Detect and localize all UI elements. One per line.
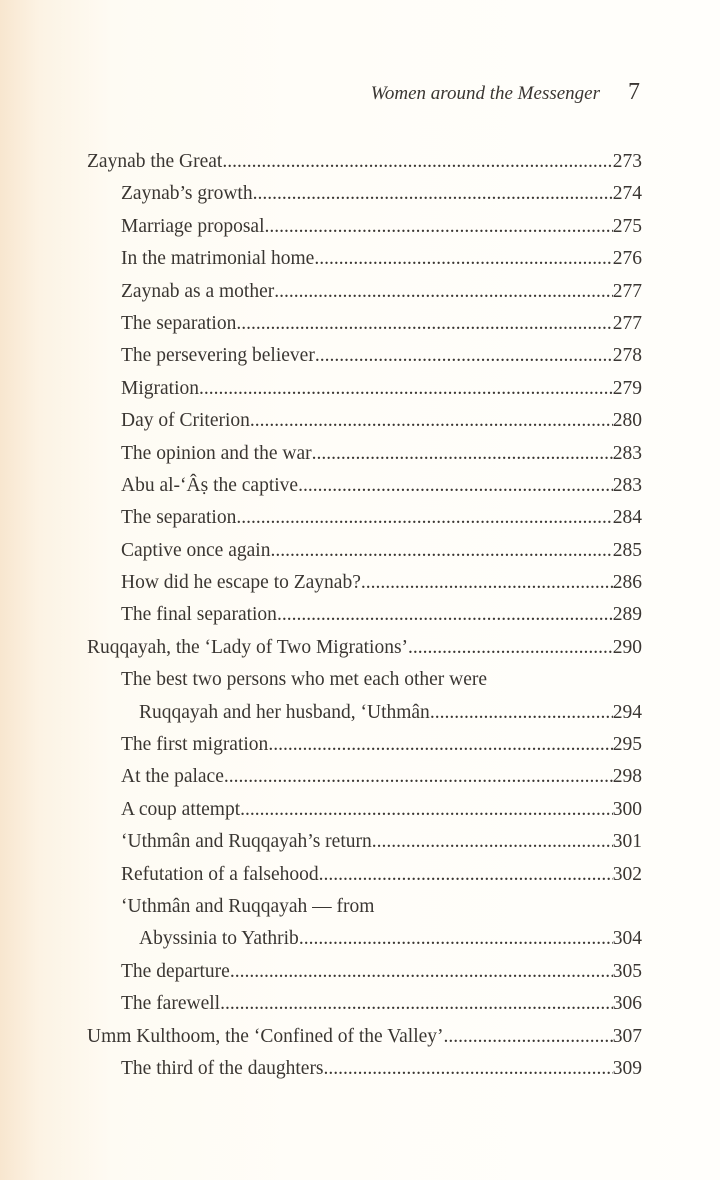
dot-leader <box>224 761 613 793</box>
running-header-title: Women around the Messenger <box>370 83 600 104</box>
toc-section-entry <box>87 891 642 923</box>
running-header <box>0 80 640 106</box>
toc-section-entry <box>87 276 642 308</box>
toc-page-number: 301 <box>612 831 642 853</box>
toc-page-number: 283 <box>612 442 642 464</box>
toc-page-number: 294 <box>612 701 642 723</box>
toc-entry-title: The first migration <box>121 734 269 756</box>
dot-leader <box>236 502 612 534</box>
toc-page-number: 304 <box>612 928 642 950</box>
toc-entry-title: The best two persons who met each other were <box>121 669 488 691</box>
toc-entry-title: Day of Criterion <box>121 410 250 432</box>
toc-section-entry <box>87 599 642 631</box>
dot-leader <box>314 243 612 275</box>
toc-section-entry <box>87 308 642 340</box>
toc-section-entry <box>87 956 642 988</box>
toc-page-number: 300 <box>612 798 642 820</box>
dot-leader <box>268 729 612 761</box>
toc-section-entry <box>87 923 642 955</box>
dot-leader <box>324 1053 613 1085</box>
toc-page-number: 283 <box>612 474 642 496</box>
toc-page-number: 278 <box>612 345 642 367</box>
toc-entry-title: The opinion and the war <box>121 442 312 464</box>
dot-leader <box>222 146 612 178</box>
toc-page-number: 290 <box>612 636 642 658</box>
toc-entry-title: Marriage proposal <box>121 215 265 237</box>
toc-entry-title: At the palace <box>121 766 224 788</box>
dot-leader <box>372 826 613 858</box>
toc-section-entry <box>87 729 642 761</box>
dot-leader <box>361 567 613 599</box>
dot-leader <box>199 373 613 405</box>
toc-entry-title: Ruqqayah, the ‘Lady of Two Migrations’ <box>87 636 409 658</box>
toc-entry-title: Migration <box>121 377 199 399</box>
toc-page-number: 307 <box>612 1025 642 1047</box>
toc-page-number: 286 <box>612 572 642 594</box>
toc-section-entry <box>87 502 642 534</box>
toc-entry-title: The persevering believer <box>121 345 315 367</box>
toc-page-number: 302 <box>612 863 642 885</box>
dot-leader <box>240 794 613 826</box>
toc-page-number: 306 <box>612 993 642 1015</box>
toc-entry-title: ‘Uthmân and Ruqqayah — from <box>121 895 375 917</box>
toc-section-entry <box>87 664 642 696</box>
toc-entry-title: Captive once again <box>121 539 271 561</box>
dot-leader <box>270 535 612 567</box>
toc-entry-title: Abyssinia to Yathrib <box>139 928 299 950</box>
toc-section-entry <box>87 405 642 437</box>
toc-page-number: 279 <box>612 377 642 399</box>
dot-leader <box>250 405 613 437</box>
dot-leader <box>298 470 613 502</box>
dot-leader <box>408 632 613 664</box>
dot-leader <box>312 438 613 470</box>
toc-section-entry <box>87 470 642 502</box>
toc-page-number: 277 <box>612 280 642 302</box>
toc-entry-title: Abu al-‘Âṣ the captive <box>121 474 299 496</box>
dot-leader <box>277 599 613 631</box>
toc-page-number: 295 <box>612 734 642 756</box>
toc-entry-title: Refutation of a falsehood <box>121 863 319 885</box>
toc-section-entry <box>87 859 642 891</box>
toc-page-number: 298 <box>612 766 642 788</box>
dot-leader <box>265 211 613 243</box>
toc-entry-title: In the matrimonial home <box>121 248 315 270</box>
dot-leader <box>299 923 613 955</box>
toc-entry-title: The farewell <box>121 993 221 1015</box>
toc-entry-title: Zaynab as a mother <box>121 280 275 302</box>
toc-chapter-entry <box>87 146 642 178</box>
toc-entry-title: Umm Kulthoom, the ‘Confined of the Valley’ <box>87 1025 444 1047</box>
dot-leader <box>315 340 613 372</box>
toc-page-number: 285 <box>612 539 642 561</box>
toc-section-entry <box>87 178 642 210</box>
toc-entry-title: The final separation <box>121 604 277 626</box>
toc-section-entry <box>87 1053 642 1085</box>
dot-leader <box>253 178 613 210</box>
toc-page-number: 305 <box>612 960 642 982</box>
toc-page-number: 284 <box>612 507 642 529</box>
toc-entry-title: The separation <box>121 507 237 529</box>
table-of-contents <box>87 146 642 1085</box>
toc-page-number: 274 <box>612 183 642 205</box>
dot-leader <box>230 956 613 988</box>
toc-entry-title: The departure <box>121 960 230 982</box>
toc-section-entry <box>87 794 642 826</box>
page-number: 7 <box>628 79 640 105</box>
toc-entry-title: How did he escape to Zaynab? <box>121 572 361 594</box>
toc-section-entry <box>87 373 642 405</box>
toc-page-number: 277 <box>612 312 642 334</box>
dot-leader <box>274 276 613 308</box>
toc-section-entry <box>87 988 642 1020</box>
toc-page-number: 276 <box>612 248 642 270</box>
toc-section-entry <box>87 761 642 793</box>
toc-entry-title: Zaynab the Great <box>87 151 223 172</box>
toc-entry-title: The third of the daughters <box>121 1057 324 1079</box>
toc-section-entry <box>87 535 642 567</box>
toc-entry-title: Zaynab’s growth <box>121 183 253 205</box>
toc-entry-title: A coup attempt <box>121 798 241 820</box>
dot-leader <box>430 697 613 729</box>
toc-chapter-entry <box>87 632 642 664</box>
toc-page-number: 275 <box>612 215 642 237</box>
toc-page-number: 280 <box>612 410 642 432</box>
toc-page-number: 273 <box>612 151 642 172</box>
toc-entry-title: Ruqqayah and her husband, ‘Uthmân <box>139 701 430 723</box>
dot-leader <box>220 988 613 1020</box>
toc-section-entry <box>87 243 642 275</box>
toc-page-number: 289 <box>612 604 642 626</box>
dot-leader <box>319 859 613 891</box>
toc-section-entry <box>87 438 642 470</box>
dot-leader <box>236 308 612 340</box>
dot-leader <box>444 1021 613 1053</box>
toc-section-entry <box>87 697 642 729</box>
toc-chapter-entry <box>87 1021 642 1053</box>
toc-section-entry <box>87 340 642 372</box>
toc-section-entry <box>87 211 642 243</box>
toc-section-entry <box>87 567 642 599</box>
toc-entry-title: The separation <box>121 312 237 334</box>
toc-entry-title: ‘Uthmân and Ruqqayah’s return <box>121 831 372 853</box>
toc-page-number: 309 <box>612 1057 642 1079</box>
toc-section-entry <box>87 826 642 858</box>
